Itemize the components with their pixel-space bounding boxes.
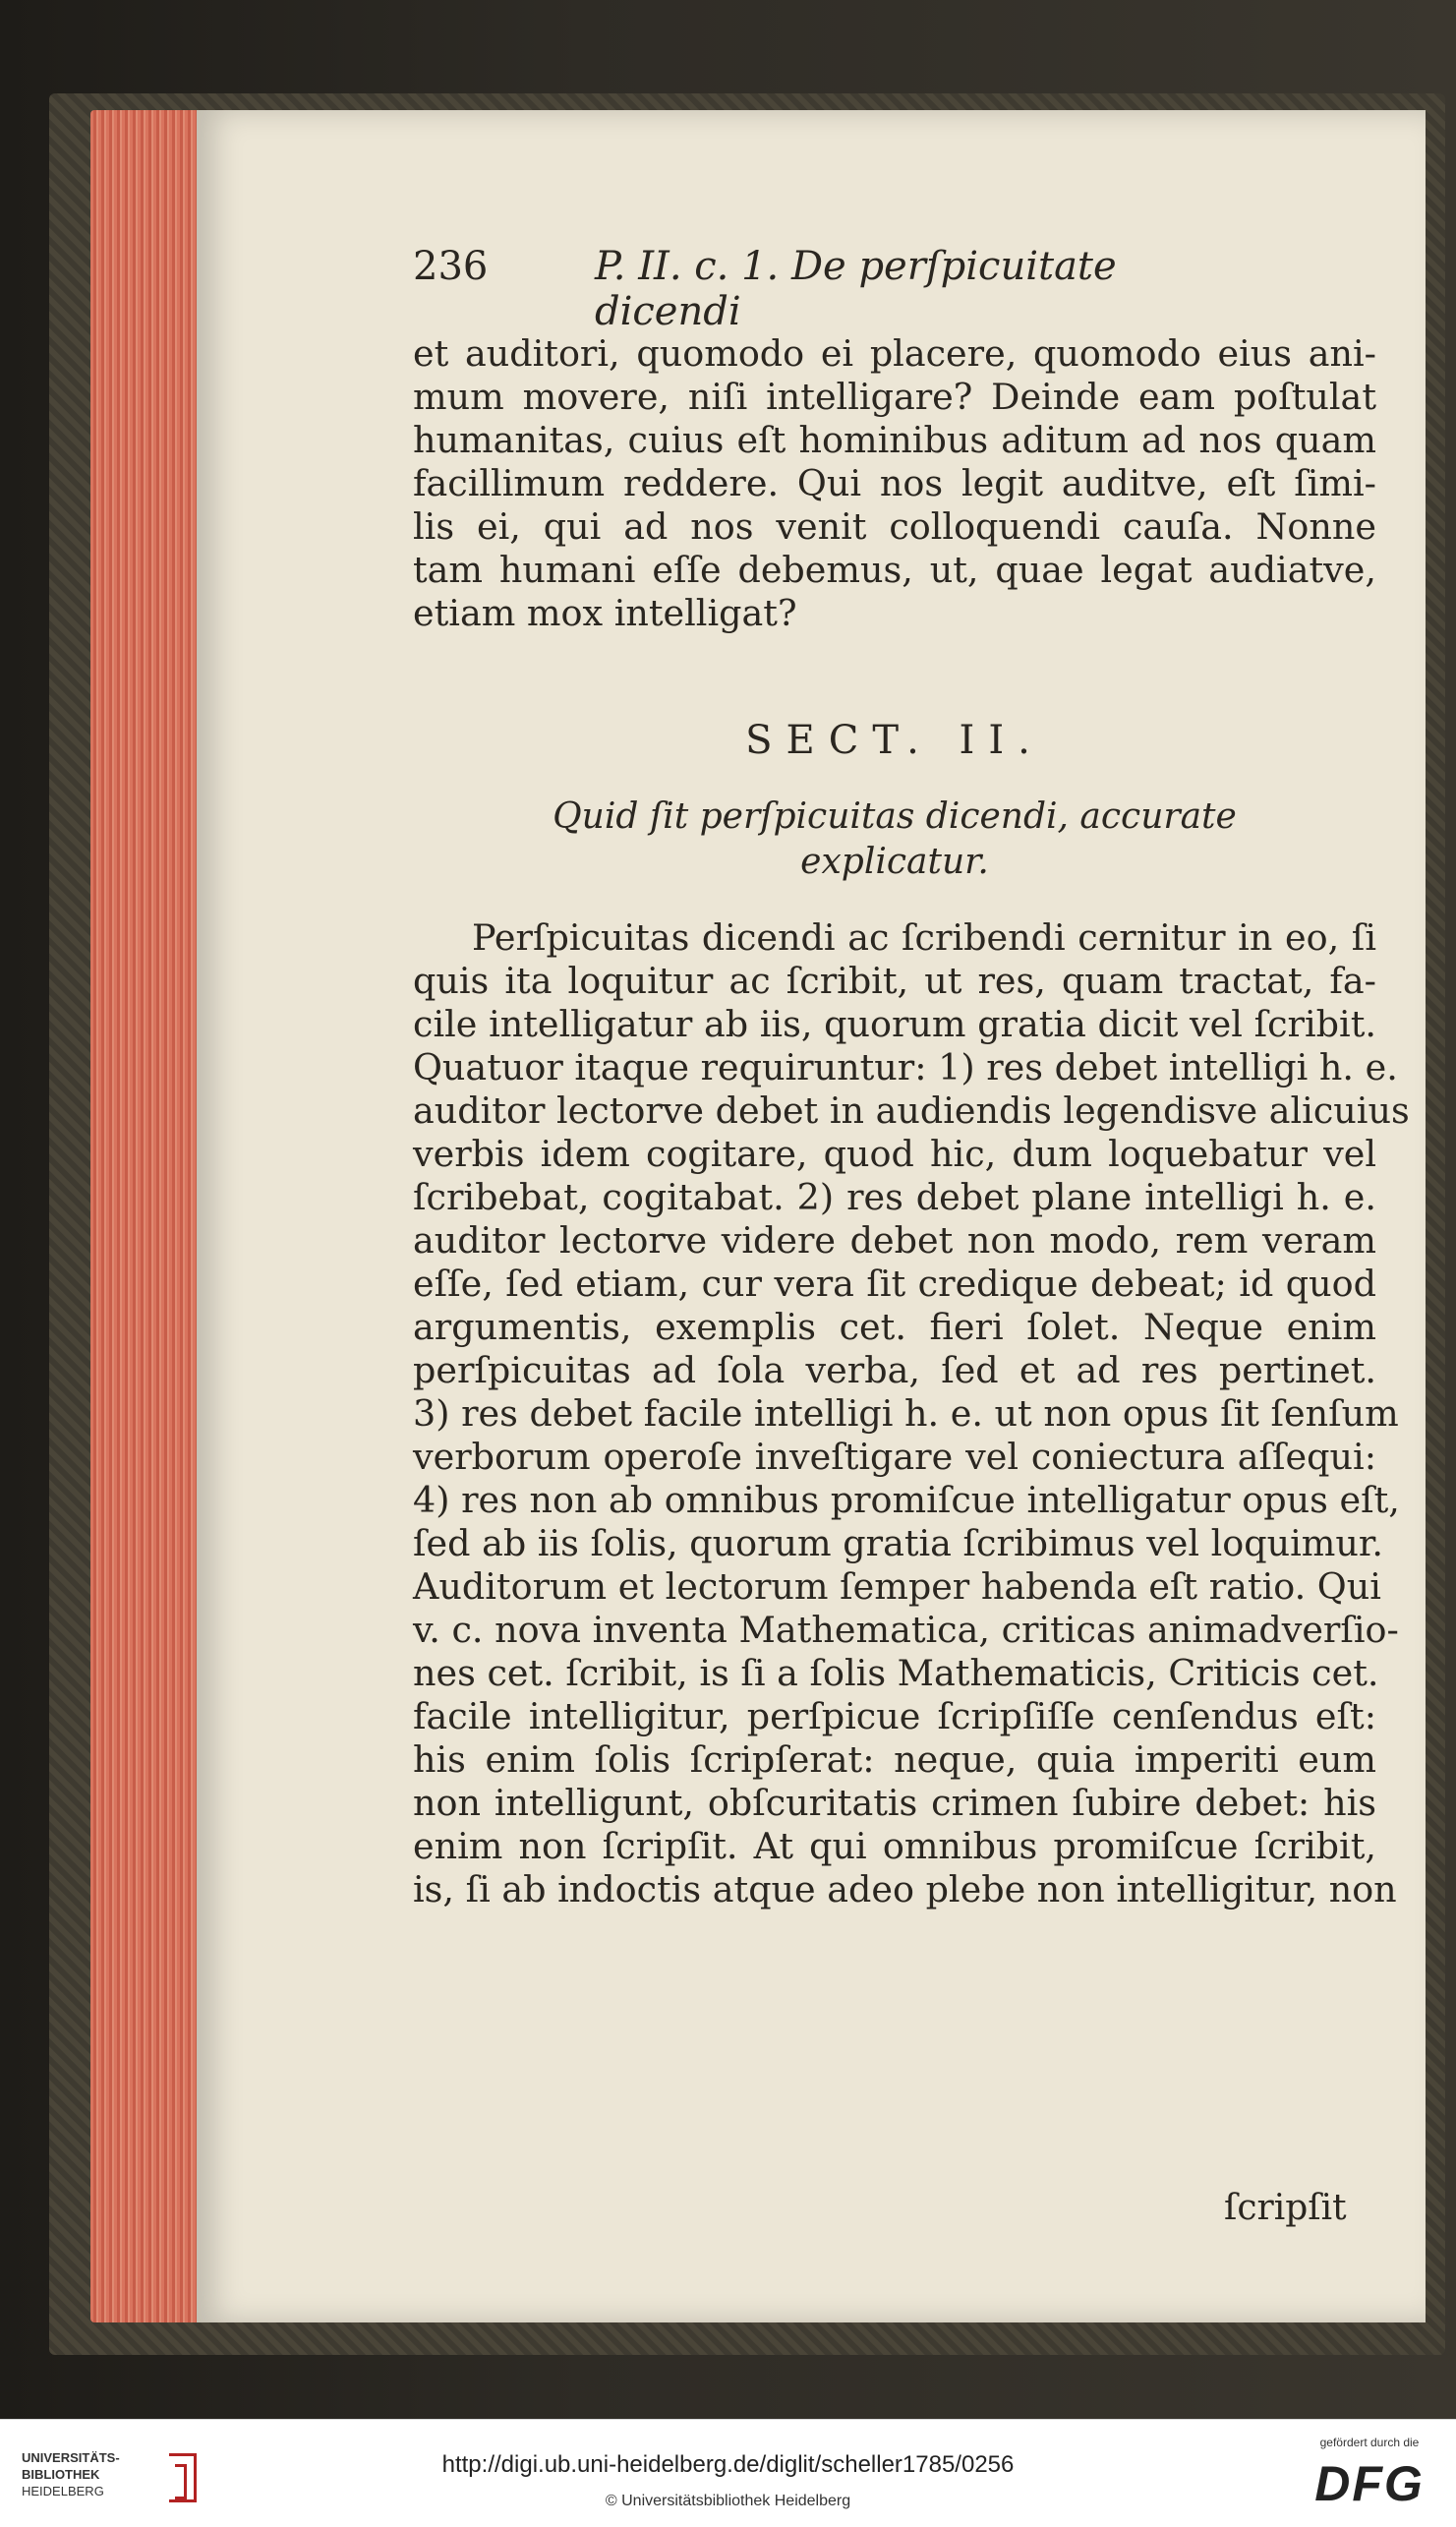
text-line: auditor lectorve videre debet non modo, rem veram bbox=[413, 1219, 1376, 1262]
paragraph-2 bbox=[413, 916, 1410, 1911]
copyright-notice: © Universitätsbibliothek Heidelberg bbox=[605, 2493, 851, 2509]
logo-text-line: UNIVERSITÄTS- bbox=[22, 2450, 120, 2465]
text-line: verborum operoſe inveſtigare vel coniectura aſſequi: bbox=[413, 1436, 1376, 1478]
section-heading: SECT. II. bbox=[745, 718, 1044, 763]
subheading-line: Quid ſit perſpicuitas dicendi, accurate bbox=[553, 796, 1237, 837]
page-number: 236 bbox=[413, 244, 489, 289]
text-line: ſed ab iis ſolis, quorum gratia ſcribimus vel loquimur. bbox=[413, 1522, 1383, 1564]
permalink-url[interactable]: http://digi.ub.uni-heidelberg.de/diglit/scheller1785/0256 bbox=[441, 2451, 1015, 2478]
running-title: P. II. c. 1. De perſpicuitate dicendi bbox=[595, 244, 1117, 334]
text-line: perſpicuitas ad ſola verba, ſed et ad res pertinet. bbox=[413, 1349, 1376, 1391]
section-subheading bbox=[413, 794, 1376, 885]
text-line: eſſe, ſed etiam, cur vera ſit credique debeat; id quod bbox=[413, 1263, 1376, 1305]
text-line: lis ei, qui ad nos venit colloquendi cauſa. Nonne bbox=[413, 505, 1376, 548]
text-line: auditor lectorve debet in audiendis legendisve alicuius bbox=[413, 1089, 1410, 1132]
catchword: ſcripſit bbox=[1224, 2188, 1347, 2228]
text-line: facile intelligitur, perſpicue ſcripſiſſe cenſendus eſt: bbox=[413, 1695, 1376, 1737]
text-line: etiam mox intelligat? bbox=[413, 592, 797, 634]
text-line: is, ſi ab indoctis atque adeo plebe non intelligitur, non bbox=[413, 1868, 1397, 1910]
paragraph-1 bbox=[413, 332, 1376, 635]
text-line: his enim ſolis ſcripſerat: neque, quia imperiti eum bbox=[413, 1738, 1376, 1781]
text-line: non intelligunt, obſcuritatis crimen ſubire debet: his bbox=[413, 1782, 1376, 1824]
logo-text-line: HEIDELBERG bbox=[22, 2484, 104, 2498]
dfg-logo[interactable]: DFG bbox=[1314, 2456, 1425, 2511]
text-line: v. c. nova inventa Mathematica, criticas animadverſio- bbox=[413, 1609, 1399, 1651]
running-head bbox=[413, 244, 1190, 334]
text-line: et auditori, quomodo ei placere, quomodo eius ani- bbox=[413, 332, 1376, 375]
text-line: verbis idem cogitare, quod hic, dum loquebatur vel bbox=[413, 1133, 1376, 1175]
text-line: 4) res non ab omnibus promiſcue intelligatur opus eſt, bbox=[413, 1479, 1400, 1521]
dfg-caption: gefördert durch die bbox=[1319, 2436, 1420, 2449]
text-line: tam humani eſſe debemus, ut, quae legat audiatve, bbox=[413, 549, 1376, 591]
text-line: mum movere, niſi intelligare? Deinde eam poſtulat bbox=[413, 376, 1376, 418]
text-line: quis ita loquitur ac ſcribit, ut res, quam tractat, fa- bbox=[413, 960, 1376, 1002]
text-line: Auditorum et lectorum ſemper habenda eſt ratio. Qui bbox=[413, 1565, 1381, 1608]
text-line: argumentis, exemplis cet. fieri ſolet. Neque enim bbox=[413, 1306, 1376, 1348]
text-line: facillimum reddere. Qui nos legit auditve, eſt ſimi- bbox=[413, 462, 1376, 504]
text-line: 3) res debet facile intelligi h. e. ut non opus ſit ſenſum bbox=[413, 1392, 1399, 1435]
text-line: ſcribebat, cogitabat. 2) res debet plane intelligi h. e. bbox=[413, 1176, 1376, 1218]
text-line: humanitas, cuius eſt hominibus aditum ad nos quam bbox=[413, 419, 1376, 461]
text-line: cile intelligatur ab iis, quorum gratia dicit vel ſcribit. bbox=[413, 1003, 1376, 1045]
subheading-line: explicatur. bbox=[800, 842, 989, 882]
logo-text-line: BIBLIOTHEK bbox=[22, 2467, 100, 2482]
text-line: Quatuor itaque requiruntur: 1) res debet intelligi h. e. bbox=[413, 1046, 1398, 1088]
book-fore-edge bbox=[90, 110, 206, 2322]
viewer-footer bbox=[0, 2419, 1456, 2527]
text-line: nes cet. ſcribit, is ſi a ſolis Mathematicis, Criticis cet. bbox=[413, 1652, 1379, 1694]
text-line: Perſpicuitas dicendi ac ſcribendi cernitur in eo, ſi bbox=[472, 916, 1376, 959]
text-line: enim non ſcripſit. At qui omnibus promiſcue ſcribit, bbox=[413, 1825, 1376, 1867]
